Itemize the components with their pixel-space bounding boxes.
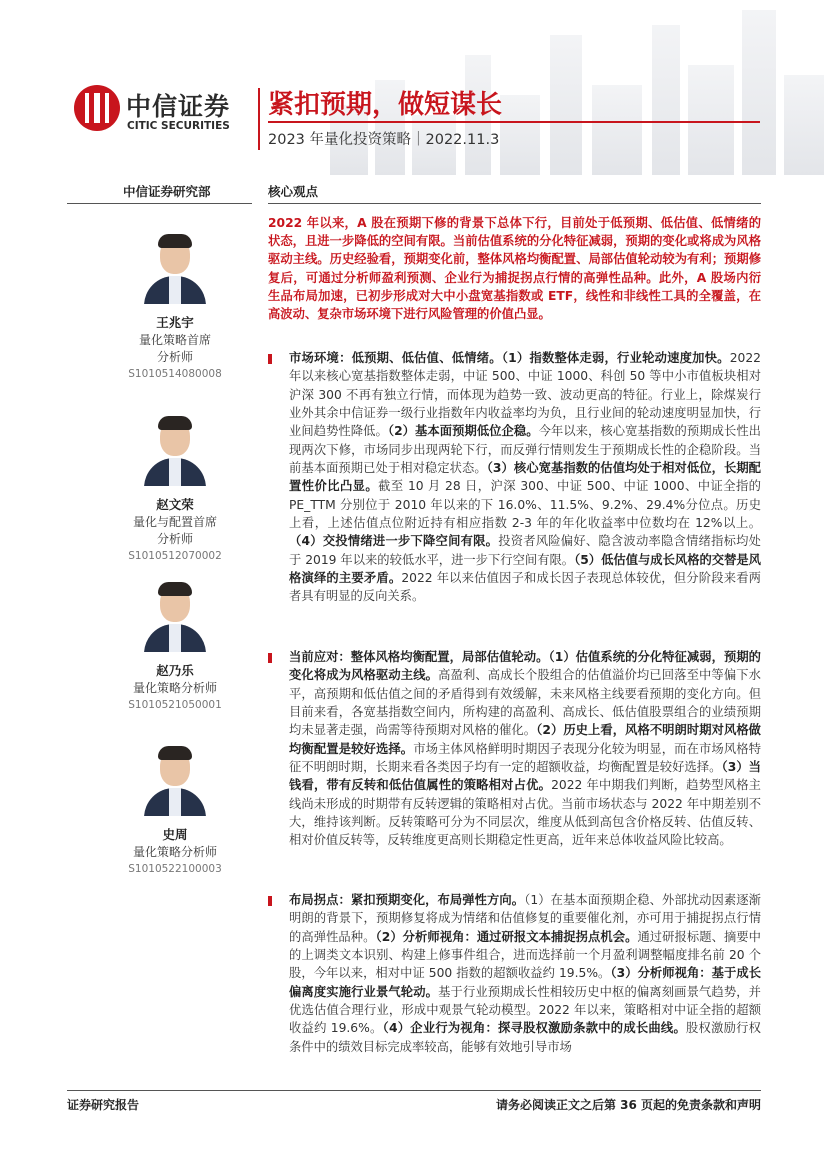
text-run: 2022 年中期我们判断，趋势型风格主线尚未形成的时期带有反转逻辑的策略相对占优。当前市场状态与 2022 年中期差别不大，维持该判断。反转策略可分为不同层次，维度从低到高包含价格反转、估值反转、相对价值反转等，反转维度更高则长期稳定性更高，近年来总体收益风险比较高。 (289, 778, 761, 848)
bold-run: （3）核心宽基指数的估值均处于相对低位，长期配置性价比凸显。 (289, 461, 761, 494)
bold-run: （2）分析师视角：通过研报文本捕捉拐点机会。 (375, 929, 638, 944)
footer-rule (67, 1090, 761, 1091)
analyst-license-id: S1010522100003 (128, 863, 222, 875)
analyst-title: 量化与配置首席 (132, 515, 217, 529)
analyst-title: 量化策略分析师 (132, 681, 217, 695)
bold-run: （4）交投情绪进一步下降空间有限。 (289, 534, 499, 549)
core-view-heading: 核心观点 (268, 184, 319, 199)
text-run: 2022 年以来核心宽基指数整体走弱，中证 500、中证 1000、科创 50 等中小市值板块相对沪深 300 不再有独立行情，而体现为趋势一致、波动更高的特征。行业上，除煤炭行业外其余中信证券一级行业指数年内收益率均为负，且行业间的轮动速度明显加快，行业间趋势性降低。 (289, 351, 761, 439)
bold-run: （5）低估值与成长风格的交替是风格演绎的主要矛盾。 (289, 552, 761, 586)
text-run: 股权激励行权条件中的绩效目标完成率较高，能够有效地引导市场 (289, 1021, 761, 1054)
text-run: 通过研报标题、摘要中的上调类文本识别、构建上修事件组合，进而选择前一个月盈利调整幅度排名前 20 个股，今年以来，相对中证 500 指数的超额收益约 19.5%。 (289, 929, 761, 981)
analyst-name: 赵文荣 (156, 497, 194, 512)
analyst-license-id: S1010512070002 (128, 550, 222, 562)
analyst-name: 赵乃乐 (156, 663, 194, 678)
title-rule (268, 121, 760, 123)
logo-cn-text: 中信证券 (126, 92, 231, 121)
bold-run: 市场环境：低预期、低估值、低情绪。 (289, 351, 502, 365)
right-heading-rule (268, 203, 761, 204)
section-bullet-icon (268, 653, 272, 663)
section-turning-point (268, 891, 761, 1056)
section-text (289, 648, 761, 850)
analyst-card (100, 230, 250, 383)
analyst-card (100, 742, 250, 878)
text-run: （1）在基本面预期企稳、外部扰动因素逐渐明朗的背景下，预期修复将成为情绪和估值修复的重要催化剂，亦可用于捕捉拐点行情的高弹性品种。 (289, 893, 761, 944)
citic-logo-icon (74, 85, 120, 131)
section-current-response (268, 648, 761, 850)
text-run: 市场主体风格鲜明时期因子表现分化较为明显，而在市场风格特征不明朗时期，长期来看各类因子均有一定的超额收益，均衡配置是较好选择。 (289, 741, 761, 775)
analyst-card (100, 578, 250, 714)
core-summary: 2022 年以来，A 股在预期下修的背景下总体下行，目前处于低预期、低估值、低情绪的状态，且进一步降低的空间有限。当前估值系统的分化特征减弱，预期的变化或将成为风格驱动主线。历史经验看，预期变化前，整体风格均衡配置、局部估值轮动较为有利；预期修复后，可通过分析师盈利预测、企业行为捕捉拐点行情的高弹性品种。此外，A 股场内衍生品布局加速，已初步形成对大中小盘宽基指数或 ETF，线性和非线性工具的全覆盖，在高波动、复杂市场环境下进行风险管理的价值凸显。 (268, 216, 761, 322)
section-text (289, 891, 761, 1056)
bold-run: （3）当钱看，带有反转和低估值属性的策略相对占优。 (289, 760, 761, 793)
analyst-title: 量化策略分析师 (132, 845, 217, 859)
text-run: 投资者风险偏好、隐含波动率隐含情绪指标均处于 2019 年以来的较低水平，进一步下行空间有限。 (289, 534, 761, 567)
text-run: 今年以来，核心宽基指数的预期成长性出现两次下修，市场同步出现两轮下行，而反弹行情则发生于预期成长性的企稳阶段。当前基本面预期已处于相对稳定状态。 (289, 424, 761, 476)
section-text (289, 349, 761, 606)
footer-report-type: 证券研究报告 (67, 1098, 140, 1112)
analyst-title-2: 分析师 (156, 532, 193, 546)
header-divider (258, 88, 260, 150)
bold-run: （1）估值系统的分化特征减弱，预期的变化将成为风格驱动主线。 (289, 650, 761, 683)
bold-run: 当前应对：整体风格均衡配置，局部估值轮动。 (289, 650, 549, 664)
text-run: 高盈利、高成长个股组合的估值溢价均已回落至中等偏下水平，高预期和低估值之间的矛盾得到有效缓解，未来风格主线要看预期的变化方向。但目前来看，各宽基指数空间内，所构建的高盈利、高成长、低估值股票组合的业绩预期均未显著走强，尚需等待预期对风格的催化。 (289, 668, 761, 738)
analyst-name: 王兆宇 (156, 315, 194, 330)
analyst-photo (142, 742, 208, 816)
analyst-name: 史周 (162, 827, 188, 842)
analyst-photo (142, 578, 208, 652)
report-subtitle: 2023 年量化投资策略｜2022.11.3 (268, 132, 500, 148)
bold-run: 布局拐点：紧扣预期变化，布局弹性方向。 (289, 893, 525, 907)
analyst-title: 量化策略首席 (138, 333, 211, 347)
bold-run: （4）企业行为视角：探寻股权激励条款中的成长曲线。 (382, 1021, 687, 1036)
logo-en-text: CITIC SECURITIES (127, 120, 230, 132)
analyst-photo (142, 230, 208, 304)
footer-disclaimer: 请务必阅读正文之后第 36 页起的免责条款和声明 (495, 1098, 761, 1112)
text-run: 截至 10 月 28 日，沪深 300、中证 500、中证 1000、中证全指的 PE_TTM 分别位于 2010 年以来的下 16.0%、11.5%、9.2%、29.4%分位点。历史上看，上述估值点位附近持有相应指数 2-3 年的年化收益率中位数均在 12%以上。 (289, 479, 761, 531)
section-bullet-icon (268, 896, 272, 906)
section-bullet-icon (268, 354, 272, 364)
citic-logo (74, 85, 249, 140)
bold-run: （1）指数整体走弱，行业轮动速度加快。 (501, 351, 730, 365)
research-dept-heading: 中信证券研究部 (123, 184, 211, 199)
analyst-license-id: S1010514080008 (128, 368, 222, 380)
analyst-license-id: S1010521050001 (128, 699, 222, 711)
report-title: 紧扣预期，做短谋长 (268, 90, 503, 120)
text-run: 基于行业预期成长性相较历史中枢的偏离刻画景气趋势，并优选估值合理行业，形成中观景气轮动模型。2022 年以来，策略相对中证全指的超额收益约 19.6%。 (289, 984, 761, 1036)
section-market-environment (268, 349, 761, 606)
bold-run: （2）基本面预期低位企稳。 (387, 424, 539, 439)
analyst-card (100, 412, 250, 565)
bold-run: （2）历史上看，风格不明朗时期对风格做均衡配置是较好选择。 (289, 723, 761, 756)
analyst-photo (142, 412, 208, 486)
analyst-title-2: 分析师 (156, 350, 193, 364)
text-run: 2022 年以来估值因子和成长因子表现总体较优，但分阶段来看两者具有明显的反向关系。 (289, 571, 761, 604)
left-heading-rule (67, 203, 252, 204)
bold-run: （3）分析师视角：基于成长偏离度实施行业景气轮动。 (289, 966, 761, 999)
